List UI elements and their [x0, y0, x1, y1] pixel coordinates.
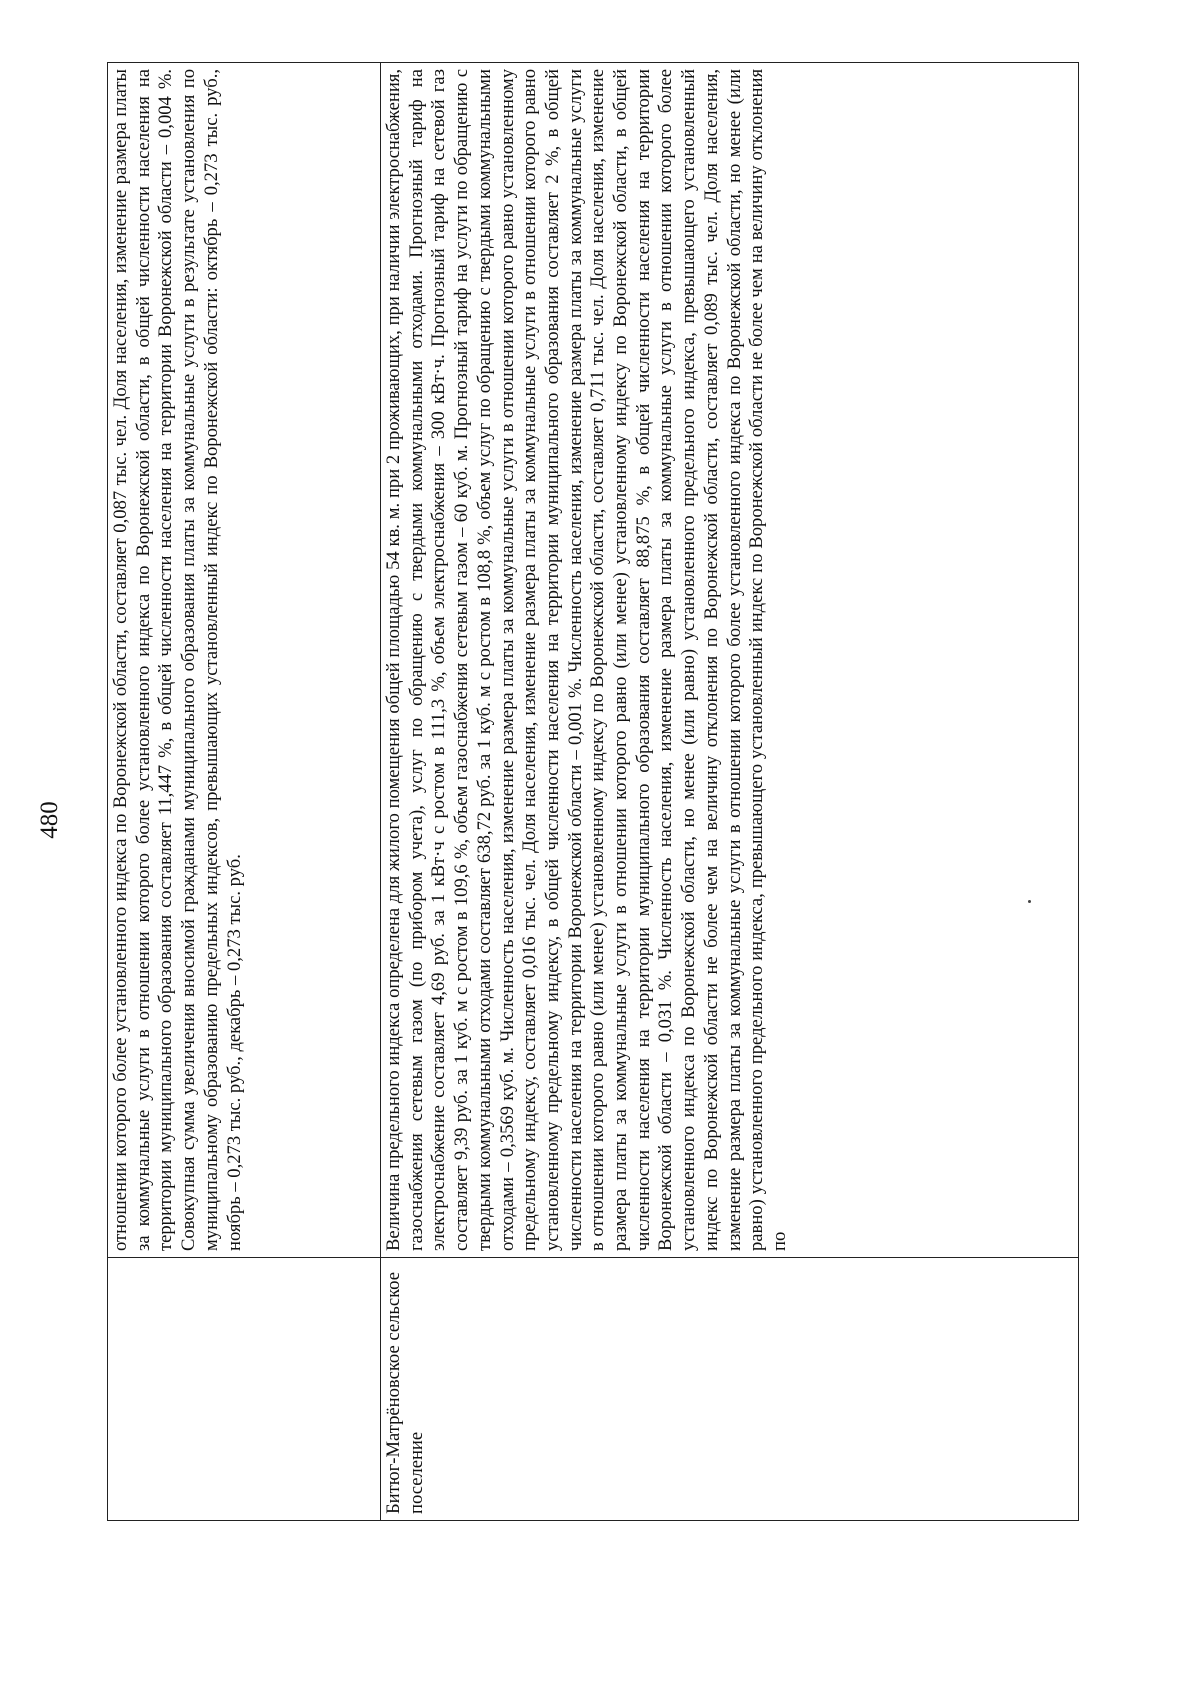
index-description-cell: [381, 63, 1079, 1258]
table-row: [108, 63, 381, 1521]
municipality-name-cell: [108, 1258, 381, 1521]
index-description-cell: [108, 63, 381, 1258]
table-row: [381, 63, 1079, 1521]
municipality-name-cell: [381, 1258, 1079, 1521]
index-description: Величина предельного индекса определена для жилого помещения общей площадью 54 кв. м. при 2 проживающих, при наличии электроснабжения, газоснабжения сетевым газом (по прибором учета), услуг по обращению с твердыми коммунальными отходами. Прогнозный тариф на электроснабжение составляет 4,69 руб. за 1 кВт·ч с ростом в 111,3 %, объем электроснабжения – 300 кВт·ч. Прогнозный тариф на сетевой газ составляет 9,39 руб. за 1 куб. м с ростом в 109,6 %, объем газоснабжения сетевым газом – 60 куб. м. Прогнозный тариф на услуги по обращению с твердыми коммунальными отходами составляет 638,72 руб. за 1 куб. м с ростом в 108,8 %, объем услуг по обращению с твердыми коммунальными отходами – 0,3569 куб. м. Численность населения, изменение размера платы за коммунальные услуги в отношении которого равно установленному предельному индексу, составляет 0,016 тыс. чел. Доля населения, изменение размера платы за коммунальные услуги в отношении которого равно установленному предельному индексу, в общей численности населения на территории муниципального образования составляет 2 %, в общей численности населения на территории Воронежской области – 0,001 %. Численность населения, изменение размера платы за коммунальные услуги в отношении которого равно (или менее) установленному индексу по Воронежской области, составляет 0,711 тыс. чел. Доля населения, изменение размера платы за коммунальные услуги в отношении которого равно (или менее) установленному индексу по Воронежской области, в общей численности населения на территории муниципального образования составляет 88,875 %, в общей численности населения на территории Воронежской области – 0,031 %. Численность населения, изменение размера платы за коммунальные услуги в отношении которого более установленного индекса по Воронежской области, но менее (или равно) установленного предельного индекса, превышающего установленный индекс по Воронежской области не более чем на величину отклонения по Воронежской области, составляет 0,089 тыс. чел. Доля населения, изменение размера платы за коммунальные услуги в отношении которого более установленного индекса по Воронежской области, но менее (или равно) установленного предельного индекса, превышающего установленный индекс по Воронежской области не более чем на величину отклонения по: [383, 69, 790, 1251]
index-description: отношении которого более установленного индекса по Воронежской области, составляет 0,087 тыс. чел. Доля населения, изменение размера платы за коммунальные услуги в отношении которого более установленного индекса по Воронежской области, в общей численности населения на территории муниципального образования составляет 11,447 %, в общей численности населения на территории Воронежской области – 0,004 %. Совокупная сумма увеличения вносимой гражданами муниципального образования платы за коммунальные услуги в результате установления по муниципальному образованию предельных индексов, превышающих установленный индекс по Воронежской области: октябрь – 0,273 тыс. руб., ноябрь – 0,273 тыс. руб., декабрь – 0,273 тыс. руб.: [110, 69, 245, 1251]
table: [107, 62, 1079, 1521]
page-number: 480: [36, 801, 63, 839]
scan-speck: [1028, 900, 1031, 903]
tariff-index-table: [107, 69, 1077, 1521]
municipality-name: Битюг-Матрёновское сельское поселение: [383, 1272, 427, 1514]
municipality-name: [110, 1264, 378, 1514]
